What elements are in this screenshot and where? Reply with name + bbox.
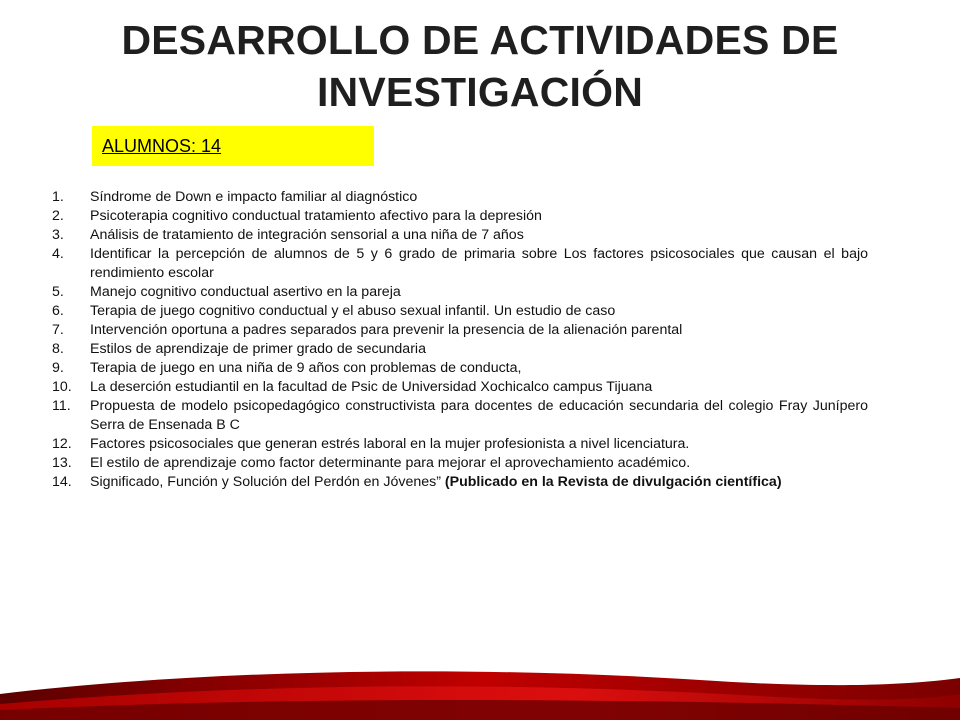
list-item-number: 1. <box>52 189 64 205</box>
list-item-number: 8. <box>52 341 64 357</box>
list-item <box>50 340 868 359</box>
list-item-number: 3. <box>52 227 64 243</box>
list-item-text: La deserción estudiantil en la facultad de Psic de Universidad Xochicalco campus Tijuana <box>90 379 653 395</box>
list-item-number: 13. <box>52 455 72 471</box>
list-item-text: Propuesta de modelo psicopedagógico constructivista para docentes de educación secundaria del colegio Fray Junípero Serra de Ensenada B C <box>90 398 868 433</box>
list-item <box>50 435 868 454</box>
list-item-number: 6. <box>52 303 64 319</box>
list-item <box>50 226 868 245</box>
students-count-badge: ALUMNOS: 14 <box>92 126 374 166</box>
list-item-text: Intervención oportuna a padres separados para prevenir la presencia de la alienación parental <box>90 322 683 338</box>
list-item-text: Síndrome de Down e impacto familiar al diagnóstico <box>90 189 418 205</box>
list-item-text: Significado, Función y Solución del Perdón en Jóvenes” <box>90 474 445 490</box>
list-item-text: Estilos de aprendizaje de primer grado de secundaria <box>90 341 426 357</box>
list-item <box>50 359 868 378</box>
list-item-number: 5. <box>52 284 64 300</box>
publication-note: (Publicado en la Revista de divulgación científica) <box>444 474 782 490</box>
list-item-number: 4. <box>52 246 64 262</box>
list-item-number: 7. <box>52 322 64 338</box>
list-item <box>50 245 868 283</box>
list-item-text: Terapia de juego en una niña de 9 años con problemas de conducta, <box>90 360 522 376</box>
title-line-2: INVESTIGACIÓN <box>316 69 644 115</box>
list-item-text: Factores psicosociales que generan estrés laboral en la mujer profesionista a nivel licenciatura. <box>90 436 690 452</box>
list-item-number: 12. <box>52 436 72 452</box>
list-item <box>50 473 868 492</box>
list-item-number: 9. <box>52 360 64 376</box>
list-item-number: 14. <box>52 474 72 490</box>
list-item-text: El estilo de aprendizaje como factor determinante para mejorar el aprovechamiento académico. <box>90 455 691 471</box>
list-item-text: Manejo cognitivo conductual asertivo en la pareja <box>90 284 401 300</box>
list-item <box>50 321 868 340</box>
list-item-text: Identificar la percepción de alumnos de 5 y 6 grado de primaria sobre Los factores psicosociales que causan el bajo rendimiento escolar <box>90 246 868 281</box>
list-item-text: Psicoterapia cognitivo conductual tratamiento afectivo para la depresión <box>90 208 542 224</box>
list-item <box>50 207 868 226</box>
list-item <box>50 454 868 473</box>
research-activities-list <box>50 188 868 492</box>
list-item-number: 2. <box>52 208 64 224</box>
footer-decoration <box>0 660 960 720</box>
list-item <box>50 188 868 207</box>
list-item-number: 11. <box>52 398 71 414</box>
list-item-number: 10. <box>52 379 72 395</box>
list-item-text: Análisis de tratamiento de integración sensorial a una niña de 7 años <box>90 227 524 243</box>
list-item <box>50 302 868 321</box>
title-line-1: DESARROLLO DE ACTIVIDADES DE <box>121 17 839 63</box>
list-item <box>50 378 868 397</box>
list-item-text: Terapia de juego cognitivo conductual y el abuso sexual infantil. Un estudio de caso <box>90 303 616 319</box>
slide-title <box>40 14 920 118</box>
list-item <box>50 397 868 435</box>
list-item <box>50 283 868 302</box>
